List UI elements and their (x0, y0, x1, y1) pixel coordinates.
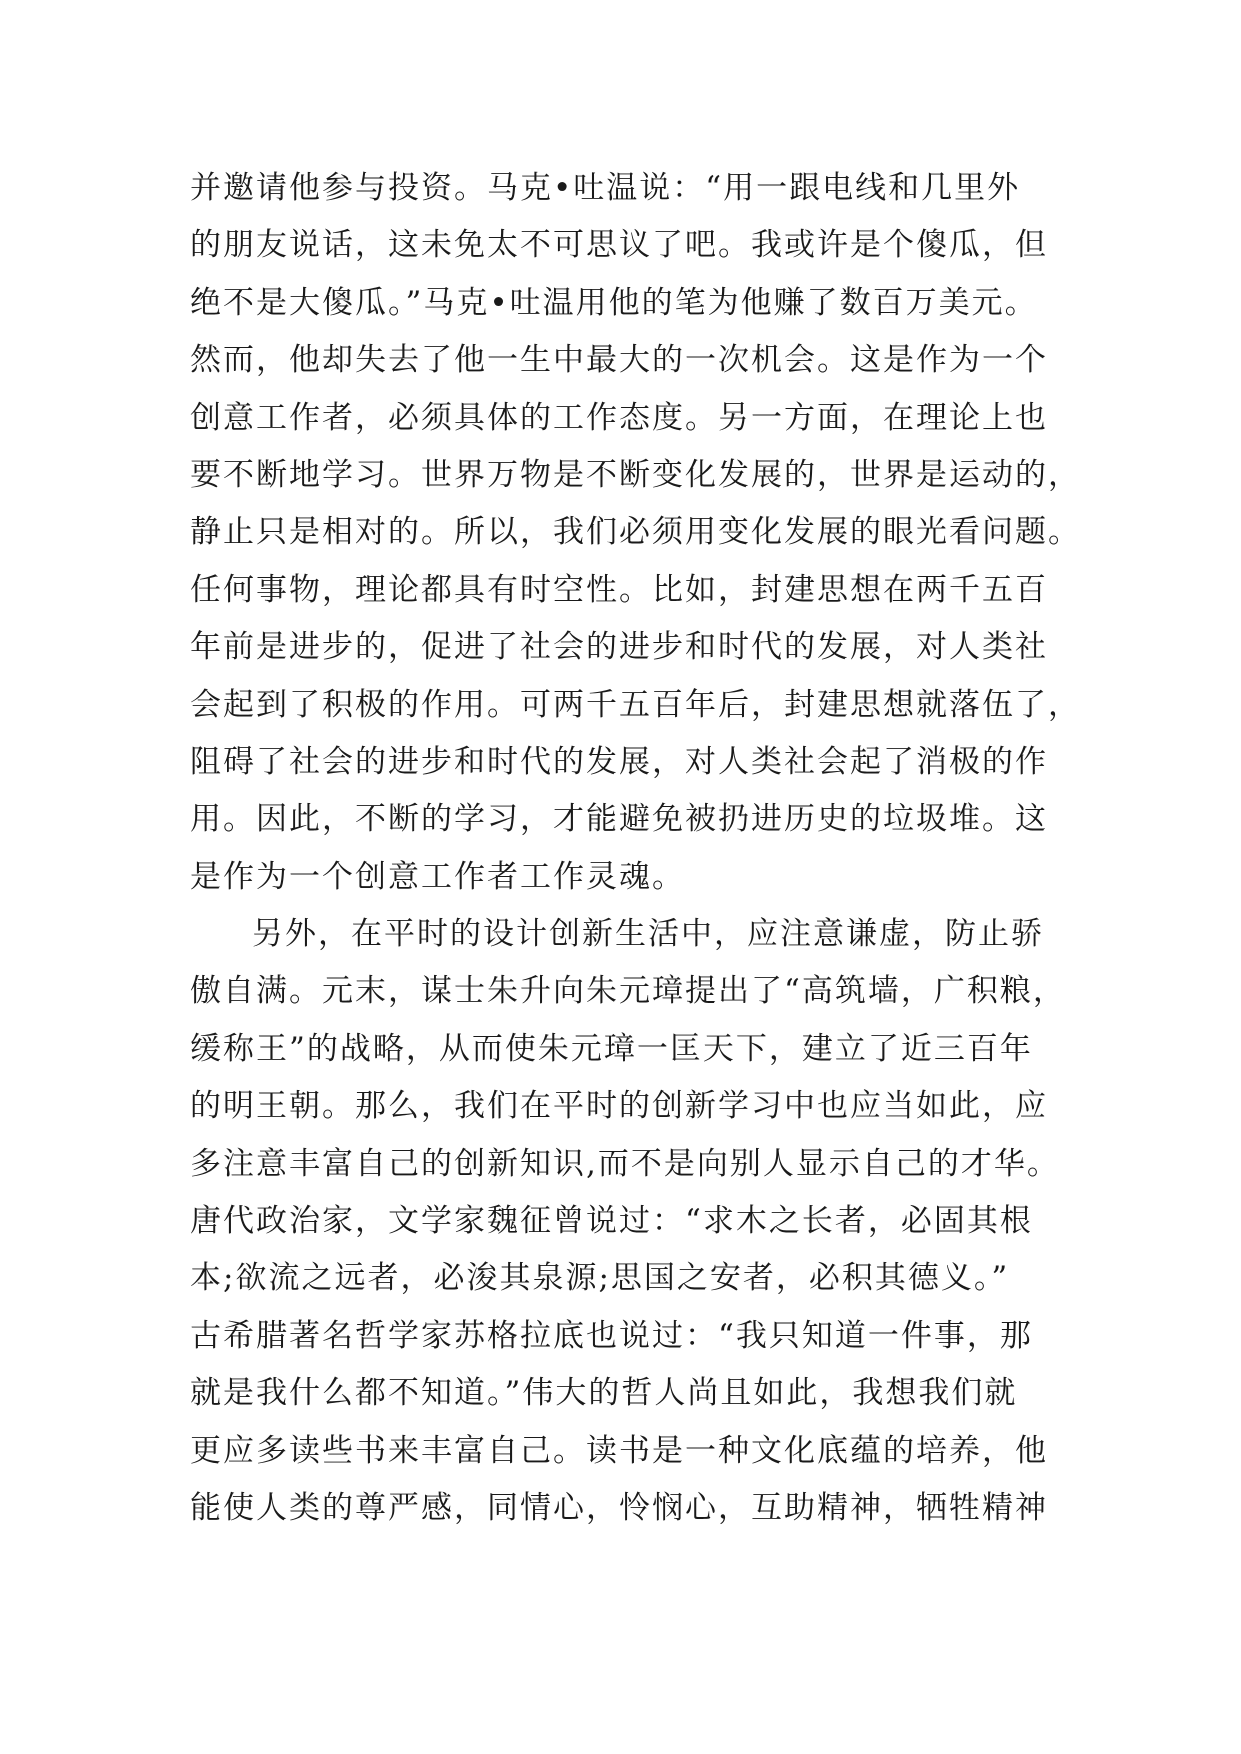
text-line-2: 的朋友说话，这未免太不可思议了吧。我或许是个傻瓜，但 (190, 227, 1048, 264)
text-line-20: 本;欲流之远者，必浚其泉源;思国之安者，必积其德义。” (190, 1260, 1010, 1297)
text-line-19: 唐代政治家，文学家魏征曾说过：“求木之长者，必固其根 (190, 1203, 1033, 1240)
text-line-18: 多注意丰富自己的创新知识,而不是向别人显示自己的才华。 (190, 1145, 1060, 1182)
text-line-5: 创意工作者，必须具体的工作态度。另一方面，在理论上也 (190, 399, 1048, 436)
text-line-22: 就是我什么都不知道。”伟大的哲人尚且如此，我想我们就 (190, 1375, 1018, 1412)
text-line-9: 年前是进步的，促进了社会的进步和时代的发展，对人类社 (190, 629, 1048, 666)
text-line-8: 任何事物，理论都具有时空性。比如，封建思想在两千五百 (190, 571, 1048, 608)
text-line-13: 是作为一个创意工作者工作灵魂。 (190, 858, 685, 895)
text-line-15: 傲自满。元末，谋士朱升向朱元璋提出了“高筑墙，广积粮， (190, 973, 1066, 1010)
text-line-16: 缓称王”的战略，从而使朱元璋一匡天下，建立了近三百年 (190, 1030, 1033, 1067)
text-line-21: 古希腊著名哲学家苏格拉底也说过：“我只知道一件事，那 (190, 1317, 1033, 1354)
text-line-4: 然而，他却失去了他一生中最大的一次机会。这是作为一个 (190, 342, 1048, 379)
text-line-23: 更应多读些书来丰富自己。读书是一种文化底蕴的培养，他 (190, 1432, 1048, 1469)
text-line-7: 静止只是相对的。所以，我们必须用变化发展的眼光看问题。 (190, 514, 1081, 551)
text-line-3: 绝不是大傻瓜。”马克•吐温用他的笔为他赚了数百万美元。 (190, 284, 1038, 321)
text-line-1: 并邀请他参与投资。马克•吐温说：“用一跟电线和几里外 (190, 170, 1021, 206)
text-line-12: 用。因此，不断的学习，才能避免被扔进历史的垃圾堆。这 (190, 801, 1048, 838)
text-line-14-paragraph-start: 另外，在平时的设计创新生活中，应注意谦虚，防止骄 (252, 916, 1044, 953)
text-line-17: 的明王朝。那么，我们在平时的创新学习中也应当如此，应 (190, 1088, 1048, 1125)
text-line-11: 阻碍了社会的进步和时代的发展，对人类社会起了消极的作 (190, 743, 1048, 780)
text-line-10: 会起到了积极的作用。可两千五百年后，封建思想就落伍了， (190, 686, 1081, 723)
body-text (190, 160, 1090, 1537)
text-line-6: 要不断地学习。世界万物是不断变化发展的，世界是运动的， (190, 456, 1081, 493)
text-line-24: 能使人类的尊严感，同情心，怜悯心，互助精神，牺牲精神 (190, 1489, 1048, 1526)
